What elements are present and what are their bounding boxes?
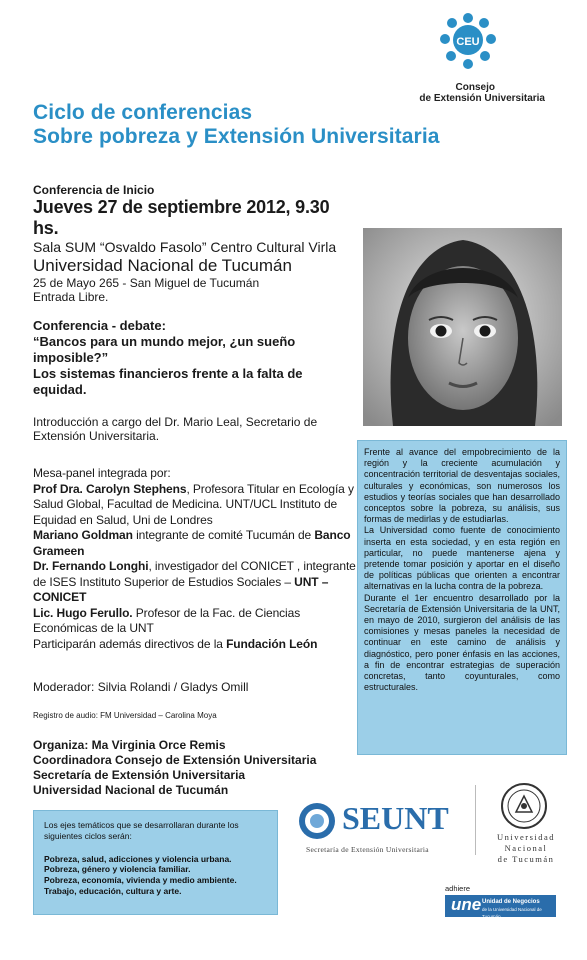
unt-line1: Universidad <box>496 832 556 842</box>
panel-block <box>33 466 358 652</box>
event-university: Universidad Nacional de Tucumán <box>33 256 292 275</box>
topics-intro: Los ejes temáticos que se desarrollaran durante los siguientes ciclos serán: <box>44 820 239 841</box>
registro-text: Registro de audio: FM Universidad – Carolina Moya <box>33 711 217 720</box>
page-title <box>33 101 440 149</box>
topics-list <box>44 854 267 897</box>
moderador-text: Moderador: Silvia Rolandi / Gladys Omill <box>33 680 249 694</box>
ceu-caption-line2: de Extensión Universitaria <box>419 93 545 104</box>
context-paragraph-1: Frente al avance del empobrecimiento de la región y la creciente acumulación y concentración territorial de desventajas sociales, culturales y económicas, son numerosos los estudios y teorías sociales que han desarrollado conceptos sobre la pobreza, su análisis, sus formas de medirlas y de estudiarlas. <box>364 447 560 525</box>
logo-divider <box>475 785 476 855</box>
event-date: Jueves 27 de septiembre 2012, 9.30 hs. <box>33 197 330 238</box>
panelist-3-name: Dr. Fernando Longhi <box>33 559 149 573</box>
une-sub-line2: de la Universidad Nacional de Tucumán <box>482 907 542 919</box>
child-portrait-photo <box>363 228 562 426</box>
adhiere-label: adhiere <box>445 884 471 893</box>
unt-seal-icon <box>500 782 548 830</box>
organiza-line2: Coordinadora Consejo de Extensión Universitaria <box>33 753 317 767</box>
seunt-logo-text: SEUNT <box>342 800 449 836</box>
panel-closing <box>33 637 358 653</box>
ceu-logo <box>438 12 498 72</box>
unt-line3: de Tucumán <box>497 854 555 864</box>
list-item: Pobreza, salud, adicciones y violencia urbana. <box>44 853 232 864</box>
panelist-2 <box>33 528 358 559</box>
ceu-caption-line1: Consejo <box>455 82 495 93</box>
panelist-3-org: UNT – CONICET <box>33 574 329 604</box>
event-address: 25 de Mayo 265 - San Miguel de Tucumán <box>33 276 260 290</box>
debate-line1: Conferencia - debate: <box>33 318 166 333</box>
list-item: Pobreza, economía, vivienda y medio ambiente. <box>44 875 237 886</box>
event-label: Conferencia de Inicio <box>33 183 155 197</box>
panelist-4-desc: Profesor de la Fac. de Ciencias Económicas de la UNT <box>33 605 301 635</box>
event-venue: Sala SUM “Osvaldo Fasolo” Centro Cultural Virla <box>33 239 337 255</box>
une-logo-text: une <box>451 895 482 914</box>
event-entry: Entrada Libre. <box>33 290 109 304</box>
panelist-2-org: Banco Grameen <box>33 528 351 558</box>
panelist-1-name: Prof Dra. Carolyn Stephens <box>33 481 187 496</box>
event-info <box>33 183 353 304</box>
panelist-1 <box>33 482 358 529</box>
une-badge <box>445 895 556 917</box>
une-sub-line1: Unidad de Negocios <box>482 899 540 905</box>
panelist-2-name: Mariano Goldman <box>33 528 133 542</box>
panelist-3 <box>33 559 358 606</box>
panel-heading: Mesa-panel integrada por: <box>33 466 171 480</box>
panelist-3-desc: , investigador del CONICET , integrante de ISES Instituto Superior de Estudios Sociales – <box>33 559 356 589</box>
debate-line2: “Bancos para un mundo mejor, ¿un sueño imposible?” <box>33 334 296 365</box>
panelist-1-desc: , Profesora Titular en Ecología y Salud Global, Facultad de Medicina. UNT/UCL Instituto de Equidad en Salud, Uni de Londres <box>33 481 354 527</box>
topics-box <box>33 810 278 915</box>
debate-line3: Los sistemas financieros frente a la falta de equidad. <box>33 366 303 397</box>
panel-closing-org: Fundación León <box>226 636 318 651</box>
intro-text: Introducción a cargo del Dr. Mario Leal, Secretario de Extensión Universitaria. <box>33 415 318 443</box>
une-subtitle <box>482 899 556 920</box>
context-paragraph-2: La Universidad como fuente de conocimiento inserta en esta sociedad, y en esta región en particular, no puede mantenerse ajena y pretende tomar posición y aportar en el diseño de políticas públicas que orienten a encontrar alternativas en la lucha contra de la pobreza. <box>364 525 560 592</box>
context-box <box>357 440 567 755</box>
list-item: Pobreza, género y violencia familiar. <box>44 864 191 875</box>
seunt-emblem-icon <box>298 802 336 840</box>
seunt-subtitle: Secretaría de Extensión Universitaria <box>306 845 429 854</box>
context-paragraph-3: Durante el 1er encuentro desarrollado por la Secretaría de Extensión Universitaria de la UNT, en mayo de 2010, surgieron del análisis de las comisiones y mesas paneles la necesidad de continuar en este camino de análisis y diagnóstico, pero poner énfasis en las acciones, a fin de encontrar estrategias de superación concretas, tanto coyunturales, como estructurales. <box>364 592 560 693</box>
organiza-block <box>33 738 316 798</box>
organiza-line1: Organiza: Ma Virginia Orce Remis <box>33 738 226 752</box>
ceu-badge: CEU <box>456 36 480 48</box>
panel-closing-text: Participarán además directivos de la <box>33 636 227 651</box>
unt-line2: Nacional <box>504 843 548 853</box>
panelist-2-desc: integrante de comité Tucumán de <box>132 528 315 542</box>
unt-name <box>478 832 574 865</box>
panelist-4-name: Lic. Hugo Ferullo. <box>33 605 133 620</box>
panelist-4 <box>33 606 358 637</box>
organiza-line3: Secretaría de Extensión Universitaria <box>33 768 246 782</box>
list-item: Trabajo, educación, cultura y arte. <box>44 885 182 896</box>
title-line1: Ciclo de conferencias <box>33 101 253 124</box>
debate-block <box>33 318 353 398</box>
organiza-line4: Universidad Nacional de Tucumán <box>33 783 229 797</box>
title-line2: Sobre pobreza y Extensión Universitaria <box>33 125 440 148</box>
